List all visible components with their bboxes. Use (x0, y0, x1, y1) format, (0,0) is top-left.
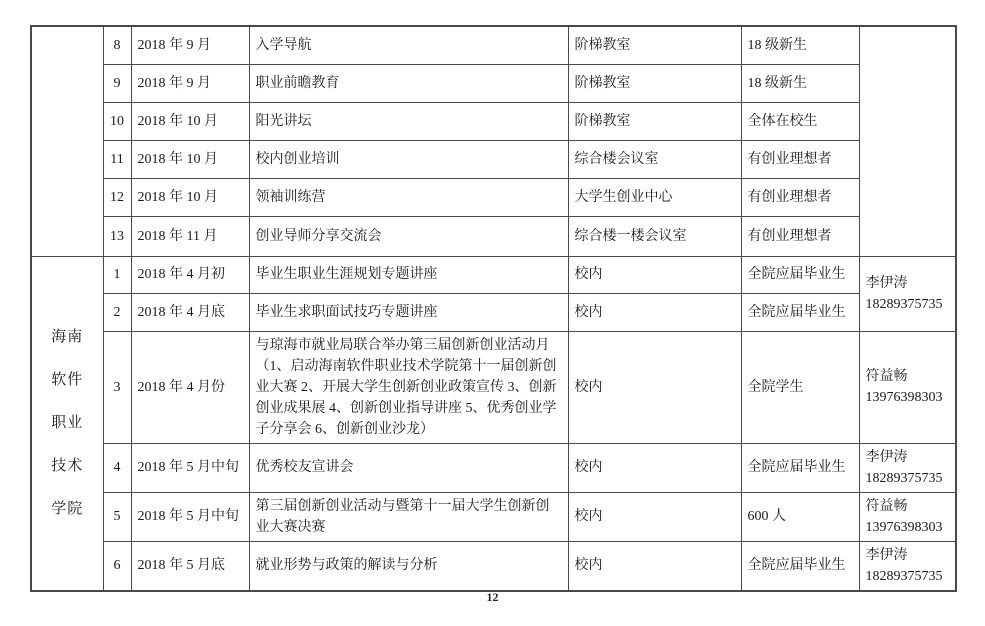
activity-cell: 第三届创新创业活动与暨第十一届大学生创新创业大赛决赛 (249, 492, 568, 541)
table-row (31, 256, 956, 293)
table-row (31, 331, 956, 443)
date-cell: 2018 年 4 月份 (131, 331, 249, 443)
row-number: 2 (103, 293, 131, 331)
audience-cell: 全院应届毕业生 (741, 541, 859, 591)
contact-phone: 18289375735 (865, 296, 943, 312)
table-row (31, 541, 956, 591)
institution-cell-empty (31, 26, 103, 256)
institution-name-line: 软件 (51, 371, 84, 388)
table-row (31, 293, 956, 331)
location-cell: 校内 (568, 293, 741, 331)
location-cell: 校内 (568, 256, 741, 293)
date-cell: 2018 年 5 月中旬 (131, 492, 249, 541)
contact-name: 符益畅 (865, 369, 908, 384)
row-number: 9 (103, 64, 131, 102)
table-row (31, 140, 956, 178)
contact-cell (859, 492, 956, 541)
table-row (31, 492, 956, 541)
row-number: 1 (103, 256, 131, 293)
contact-cell-empty (859, 26, 956, 256)
date-cell: 2018 年 4 月底 (131, 293, 249, 331)
contact-cell (859, 331, 956, 443)
schedule-table (30, 25, 957, 592)
activity-cell: 毕业生职业生涯规划专题讲座 (249, 256, 568, 293)
date-cell: 2018 年 10 月 (131, 102, 249, 140)
row-number: 13 (103, 216, 131, 256)
institution-name-line: 职业 (51, 414, 84, 431)
location-cell: 阶梯教室 (568, 26, 741, 64)
audience-cell: 有创业理想者 (741, 140, 859, 178)
table-row (31, 102, 956, 140)
location-cell: 综合楼一楼会议室 (568, 216, 741, 256)
table-row (31, 26, 956, 64)
activity-cell: 与琼海市就业局联合举办第三届创新创业活动月（1、启动海南软件职业技术学院第十一届创新创业大赛 2、开展大学生创新创业政策宣传 3、创新创业成果展 4、创新创业指导讲座 5、优秀创业学子分享会 6、创新创业沙龙） (249, 331, 568, 443)
date-cell: 2018 年 4 月初 (131, 256, 249, 293)
activity-cell: 就业形势与政策的解读与分析 (249, 541, 568, 591)
audience-cell: 全院学生 (741, 331, 859, 443)
contact-name: 符益畅 (865, 498, 908, 514)
activity-cell: 入学导航 (249, 26, 568, 64)
activity-cell: 领袖训练营 (249, 178, 568, 216)
institution-name-line: 技术 (51, 457, 84, 474)
table-row (31, 178, 956, 216)
contact-phone: 18289375735 (865, 470, 943, 486)
audience-cell: 18 级新生 (741, 64, 859, 102)
row-number: 5 (103, 492, 131, 541)
location-cell: 大学生创业中心 (568, 178, 741, 216)
activity-cell: 优秀校友宣讲会 (249, 443, 568, 492)
activity-cell: 阳光讲坛 (249, 102, 568, 140)
contact-cell (859, 443, 956, 492)
audience-cell: 有创业理想者 (741, 178, 859, 216)
audience-cell: 全院应届毕业生 (741, 256, 859, 293)
institution-cell (31, 256, 103, 591)
date-cell: 2018 年 11 月 (131, 216, 249, 256)
row-number: 11 (103, 140, 131, 178)
date-cell: 2018 年 10 月 (131, 178, 249, 216)
date-cell: 2018 年 9 月 (131, 64, 249, 102)
contact-cell (859, 541, 956, 591)
activity-cell: 职业前瞻教育 (249, 64, 568, 102)
table-row (31, 216, 956, 256)
audience-cell: 全院应届毕业生 (741, 293, 859, 331)
location-cell: 校内 (568, 331, 741, 443)
activity-cell: 校内创业培训 (249, 140, 568, 178)
institution-name-line: 学院 (51, 500, 84, 517)
location-cell: 校内 (568, 443, 741, 492)
contact-phone: 18289375735 (865, 568, 943, 584)
row-number: 12 (103, 178, 131, 216)
audience-cell: 有创业理想者 (741, 216, 859, 256)
row-number: 10 (103, 102, 131, 140)
location-cell: 校内 (568, 541, 741, 591)
audience-cell: 600 人 (741, 492, 859, 541)
contact-name: 李伊涛 (865, 547, 908, 563)
page-number: 12 (486, 590, 499, 604)
date-cell: 2018 年 9 月 (131, 26, 249, 64)
location-cell: 阶梯教室 (568, 102, 741, 140)
table-row (31, 443, 956, 492)
contact-name: 李伊涛 (865, 275, 908, 291)
date-cell: 2018 年 10 月 (131, 140, 249, 178)
row-number: 6 (103, 541, 131, 591)
audience-cell: 18 级新生 (741, 26, 859, 64)
activity-cell: 创业导师分享交流会 (249, 216, 568, 256)
contact-cell (859, 256, 956, 331)
location-cell: 阶梯教室 (568, 64, 741, 102)
location-cell: 综合楼会议室 (568, 140, 741, 178)
activity-cell: 毕业生求职面试技巧专题讲座 (249, 293, 568, 331)
date-cell: 2018 年 5 月底 (131, 541, 249, 591)
row-number: 4 (103, 443, 131, 492)
contact-phone: 13976398303 (865, 519, 943, 535)
audience-cell: 全院应届毕业生 (741, 443, 859, 492)
row-number: 3 (103, 331, 131, 443)
contact-phone: 13976398303 (865, 390, 943, 405)
table-row (31, 64, 956, 102)
audience-cell: 全体在校生 (741, 102, 859, 140)
contact-name: 李伊涛 (865, 449, 908, 465)
row-number: 8 (103, 26, 131, 64)
date-cell: 2018 年 5 月中旬 (131, 443, 249, 492)
institution-name-line: 海南 (51, 328, 84, 345)
location-cell: 校内 (568, 492, 741, 541)
